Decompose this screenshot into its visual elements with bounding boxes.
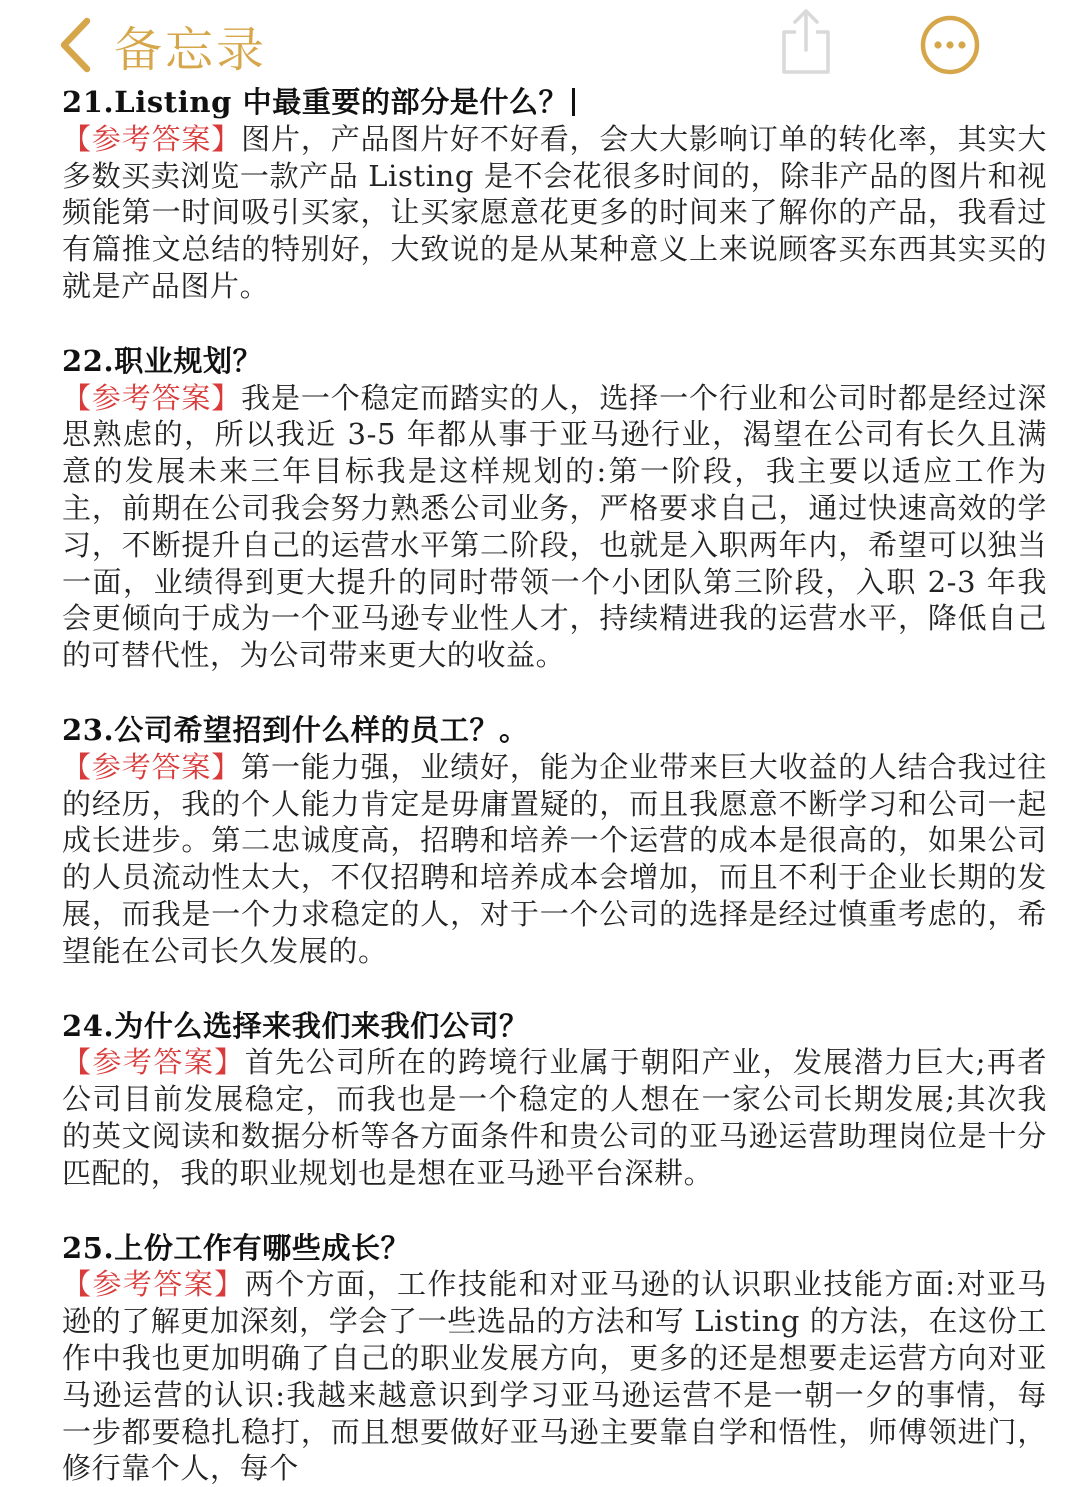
- answer-text: 首先公司所在的跨境行业属于朝阳产业，发展潜力巨大;再者公司目前发展稳定，而我也是一个稳定的人想在一家公司长期发展;其次我的英文阅读和数据分析等各方面条件和贵公司的亚马逊运营助理岗位是十分匹配的，我的职业规划也是想在亚马逊平台深耕。: [62, 1045, 1047, 1190]
- qa-item: [62, 343, 1047, 674]
- answer-text: 图片，产品图片好不好看，会大大影响订单的转化率，其实大多数买卖浏览一款产品 Listing 是不会花很多时间的，除非产品的图片和视频能第一时间吸引买家，让买家愿意花更多的时间来了解你的产品，我看过有篇推文总结的特别好，大致说的是从某种意义上来说顾客买东西其实买的就是产品图片。: [62, 121, 1047, 303]
- answer-tag: 【参考答案】: [62, 121, 242, 156]
- answer-paragraph: [62, 1044, 1047, 1191]
- question-text: 23.公司希望招到什么样的员工？。: [62, 712, 529, 747]
- qa-item: [62, 84, 1047, 305]
- answer-paragraph: [62, 1266, 1047, 1487]
- question-heading: [62, 712, 1047, 749]
- more-options-button[interactable]: [918, 14, 982, 80]
- share-icon: [776, 61, 836, 80]
- text-cursor: [572, 88, 575, 116]
- question-heading: [62, 1230, 1047, 1267]
- answer-paragraph: [62, 121, 1047, 305]
- chevron-left-icon: [58, 17, 92, 73]
- answer-tag: 【参考答案】: [62, 749, 242, 784]
- answer-text: 第一能力强，业绩好，能为企业带来巨大收益的人结合我过往的经历，我的个人能力肯定是毋庸置疑的，而且我愿意不断学习和公司一起成长进步。第二忠诚度高，招聘和培养一个运营的成本是很高的，如果公司的人员流动性太大，不仅招聘和培养成本会增加，而且不利于企业长期的发展，而我是一个力求稳定的人，对于一个公司的选择是经过慎重考虑的，希望能在公司长久发展的。: [62, 749, 1047, 968]
- back-button[interactable]: [58, 10, 267, 80]
- navigation-bar: [0, 0, 1080, 90]
- qa-item: [62, 712, 1047, 970]
- back-label: 备忘录: [114, 21, 268, 78]
- answer-tag: 【参考答案】: [62, 380, 242, 415]
- answer-paragraph: [62, 749, 1047, 970]
- answer-paragraph: [62, 380, 1047, 674]
- question-text: 25.上份工作有哪些成长？: [62, 1230, 411, 1265]
- note-body[interactable]: [62, 84, 1047, 1487]
- question-text: 21.Listing 中最重要的部分是什么？: [62, 85, 569, 119]
- qa-item: [62, 1230, 1047, 1487]
- answer-text: 我是一个稳定而踏实的人，选择一个行业和公司时都是经过深思熟虑的，所以我近 3-5 年都从事于亚马逊行业，渴望在公司有长久且满意的发展未来三年目标我是这样规划的:第一阶段，我主要以适应工作为主，前期在公司我会努力熟悉公司业务，严格要求自己，通过快速高效的学习，不断提升自己的运营水平第二阶段，也就是入职两年内，希望可以独当一面，业绩得到更大提升的同时带领一个小团队第三阶段，入职 2-3 年我会更倾向于成为一个亚马逊专业性人才，持续精进我的运营水平，降低自己的可替代性，为公司带来更大的收益。: [62, 380, 1047, 673]
- question-heading: [62, 343, 1047, 380]
- answer-tag: 【参考答案】: [62, 1045, 245, 1080]
- more-icon: [918, 61, 982, 80]
- question-text: 22.职业规划？: [62, 343, 263, 378]
- answer-text: 两个方面，工作技能和对亚马逊的认识职业技能方面:对亚马逊的了解更加深刻，学会了一些选品的方法和写 Listing 的方法，在这份工作中我也更加明确了自己的职业发展方向，更多的还是想要走运营方向对亚马逊运营的认识:我越来越意识到学习亚马逊运营不是一朝一夕的事情，每一步都要稳扎稳打，而且想要做好亚马逊主要靠自学和悟性，师傅领进门，修行靠个人，每个: [62, 1267, 1047, 1486]
- qa-item: [62, 1008, 1047, 1192]
- question-heading: [62, 84, 1047, 121]
- question-text: 24.为什么选择来我们来我们公司？: [62, 1008, 529, 1043]
- question-heading: [62, 1008, 1047, 1045]
- answer-tag: 【参考答案】: [62, 1267, 245, 1302]
- share-button[interactable]: [776, 6, 836, 80]
